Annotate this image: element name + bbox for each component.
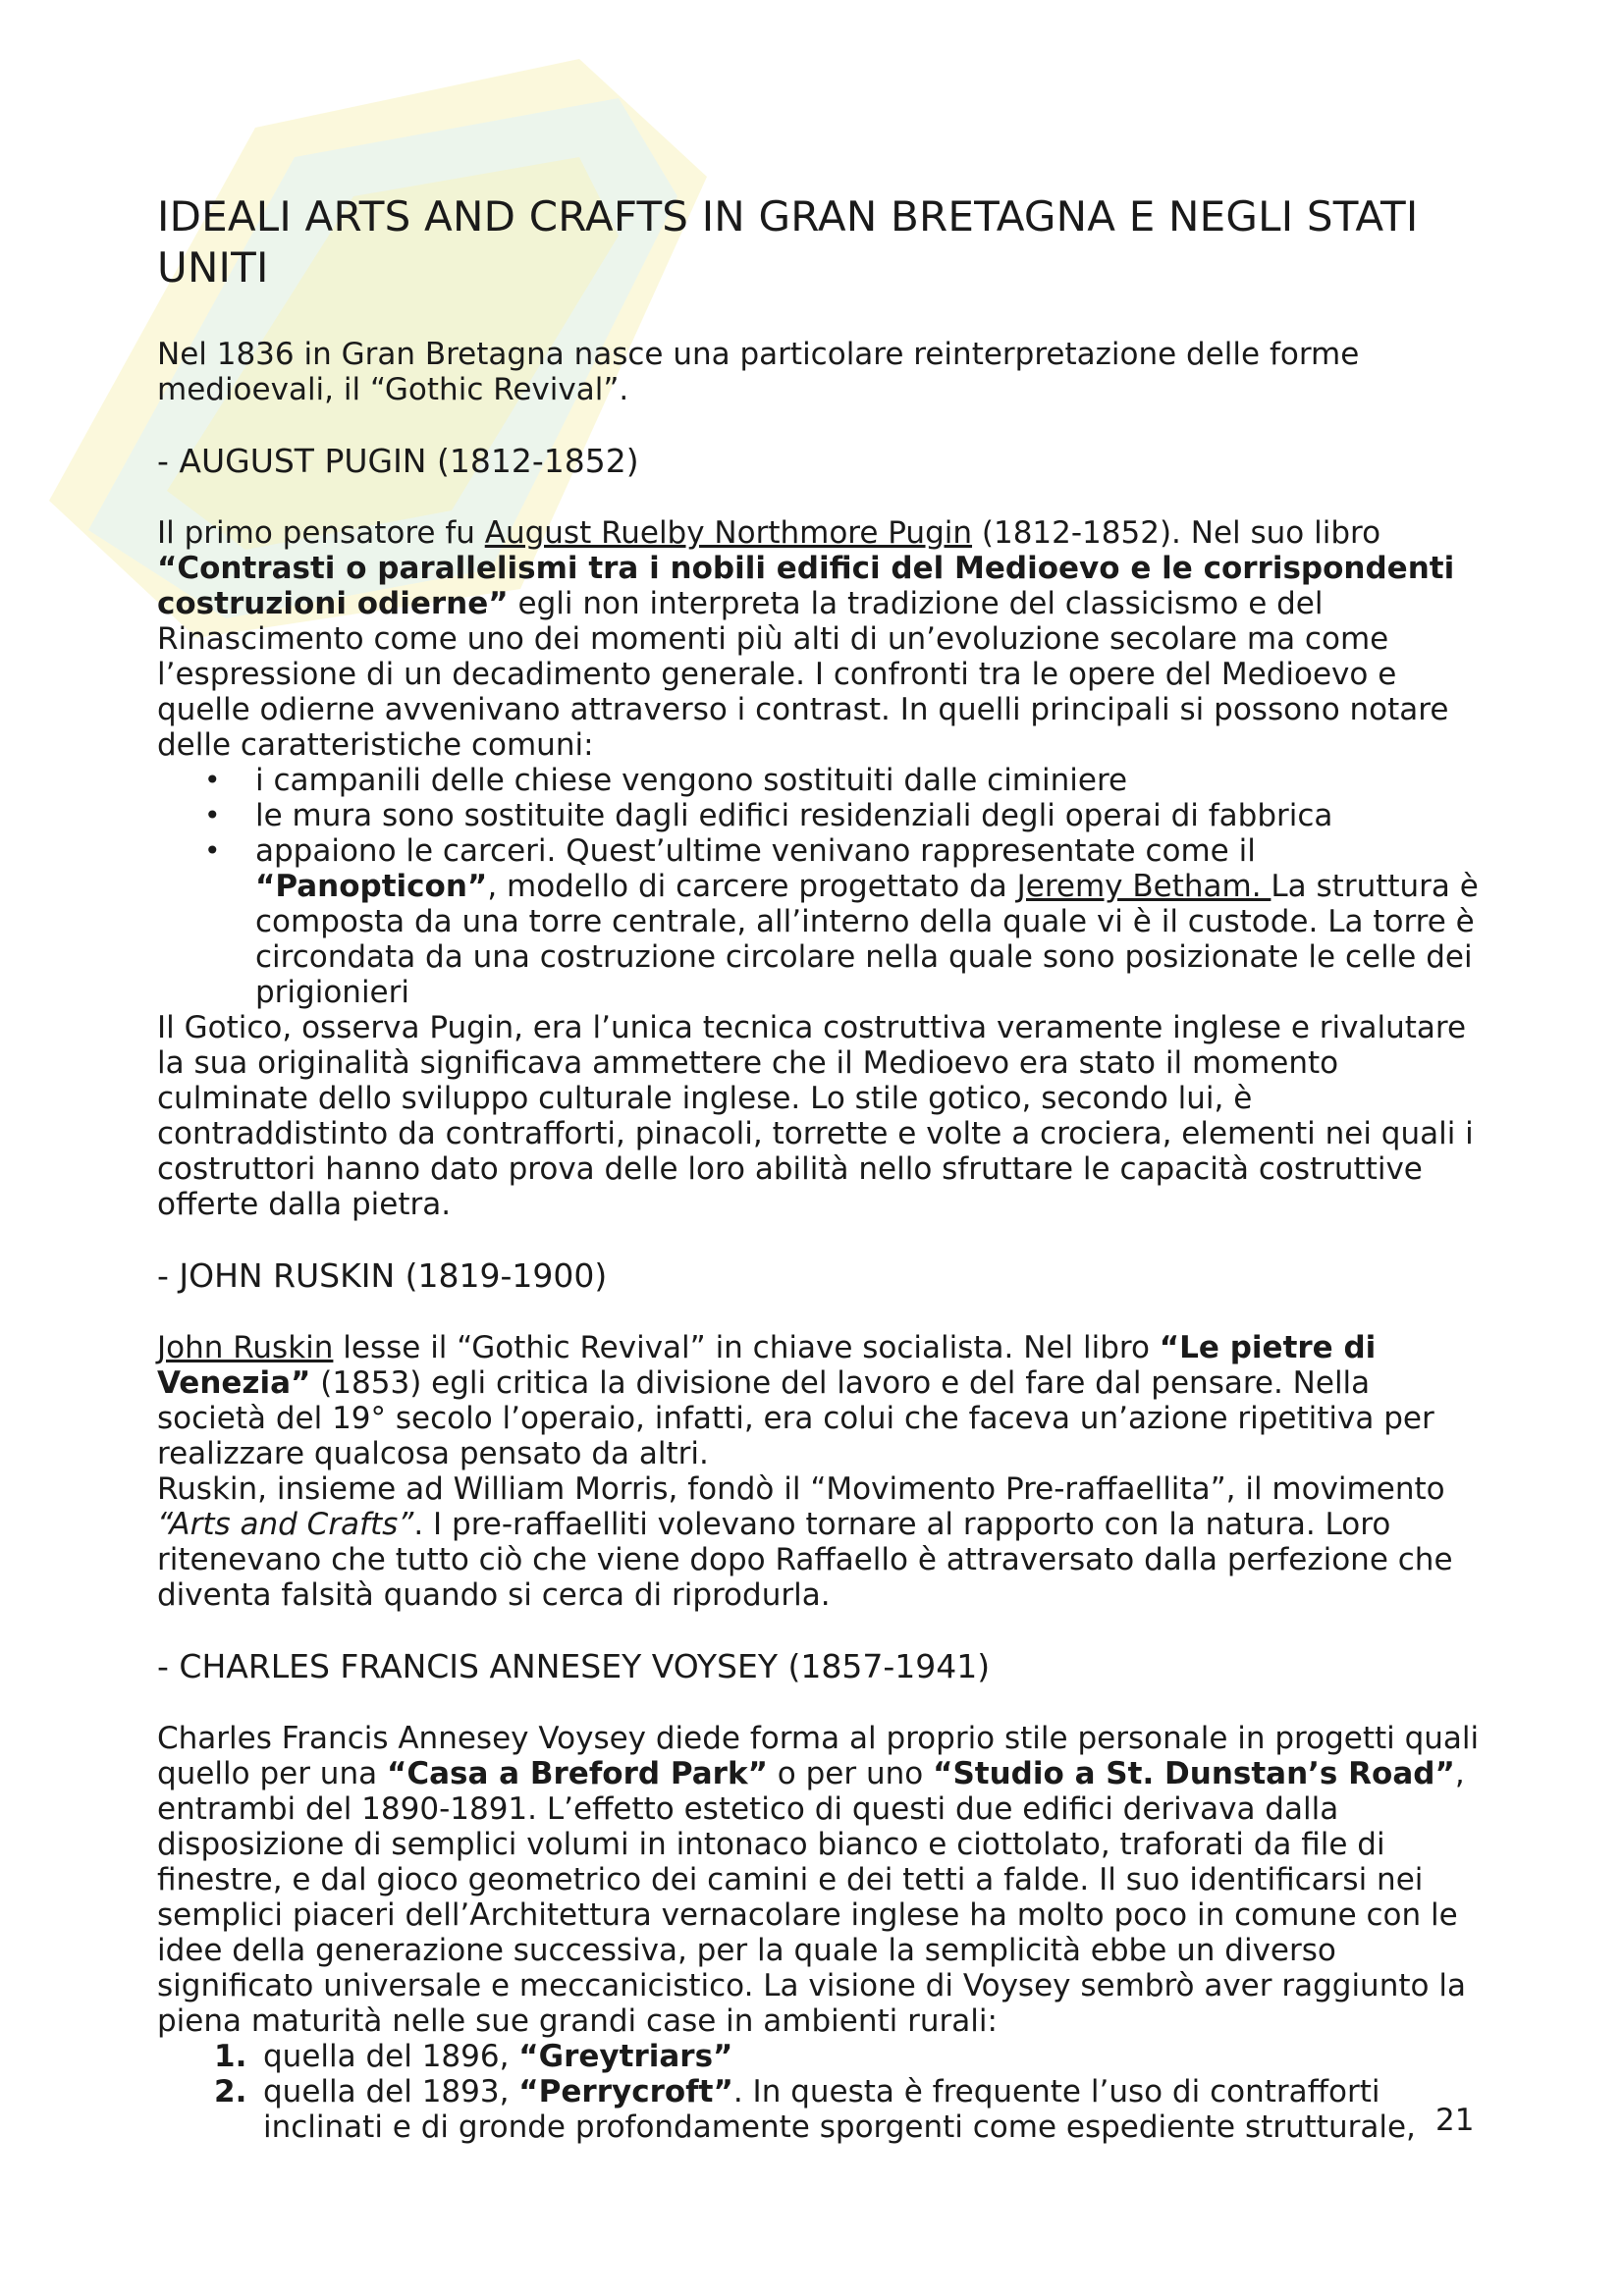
book-title-contrasti: “Contrasti o parallelismi tra i nobili edifici del Medioevo e le corrispondenti costruzioni odierne” <box>157 551 1455 621</box>
pugin-paragraph-1: Il primo pensatore fu August Ruelby Northmore Pugin (1812-1852). Nel suo libro “Contrasti o parallelismi tra i nobili edifici del Medioevo e le corrispondenti costruzioni odierne” egli non interpreta la tradizione del classicismo e del Rinascimento come uno dei momenti più alti di un’evoluzione secolare ma come l’espressione di un decadimento generale. I confronti tra le opere del Medioevo e quelle odierne avvenivano attraverso i contrast. In quelli principali si possono notare delle caratteristiche comuni: <box>157 515 1455 763</box>
section-heading-voysey: - CHARLES FRANCIS ANNESEY VOYSEY (1857-1941) <box>157 1647 991 1685</box>
section-heading-pugin: - AUGUST PUGIN (1812-1852) <box>157 442 639 480</box>
pugin-paragraph-2: Il Gotico, osserva Pugin, era l’unica tecnica costruttiva veramente inglese e rivalutare la sua originalità significava ammettere che il Medioevo era stato il momento culminate dello sviluppo culturale inglese. Lo stile gotico, secondo lui, è contraddistinto da contrafforti, pinacoli, torrette e volte a crociera, elementi nei quali i costruttori hanno dato prova delle loro abilità nello sfruttare le capacità costruttive offerte dalla pietra. <box>157 1010 1474 1222</box>
pugin-bullet-list <box>157 763 1483 1010</box>
list-item: • le mura sono sostituite dagli edifici residenziali degli operai di fabbrica <box>157 798 1483 833</box>
document-page <box>157 191 1483 2145</box>
panopticon-term: “Panopticon” <box>255 869 488 904</box>
ruskin-paragraph-2: Ruskin, insieme ad William Morris, fondò il “Movimento Pre-raffaellita”, il movimento “Arts and Crafts”. I pre-raffaelliti volevano tornare al rapporto con la natura. Loro ritenevano che tutto ciò che viene dopo Raffaello è attraversato dalla perfezione che diventa falsità quando si cerca di riprodurla. <box>157 1471 1453 1613</box>
link-pugin: August Ruelby Northmore Pugin <box>484 515 973 551</box>
voysey-numbered-list <box>157 2039 1483 2145</box>
link-ruskin: John Ruskin <box>157 1330 334 1365</box>
page-number: 21 <box>1435 2103 1475 2138</box>
link-betham: Jeremy Betham. <box>1016 869 1271 904</box>
list-item: 1. quella del 1896, “Greytriars” <box>214 2039 733 2074</box>
book-title-pietre: “Le pietre di Venezia” <box>157 1330 1377 1401</box>
list-item: • appaiono le carceri. Quest’ultime venivano rappresentate come il “Panopticon”, modello di carcere progettato da Jeremy Betham. La struttura è composta da una torre centrale, all’interno della quale vi è il custode. La torre è circondata da una costruzione circolare nella quale sono posizionate le celle dei prigionieri <box>157 833 1483 1010</box>
intro-paragraph: Nel 1836 in Gran Bretagna nasce una particolare reinterpretazione delle forme medioevali, il “Gothic Revival”. <box>157 337 1360 407</box>
voysey-paragraph-1: Charles Francis Annesey Voysey diede forma al proprio stile personale in progetti quali quello per una “Casa a Breford Park” o per uno “Studio a St. Dunstan’s Road”, entrambi del 1890-1891. L’effetto estetico di questi due edifici derivava dalla disposizione di semplici volumi in intonaco bianco e ciottolato, traforati da file di finestre, e dal gioco geometrico dei camini e dei tetti a falde. Il suo identificarsi nei semplici piaceri dell’Architettura vernacolare inglese ha molto poco in comune con le idee della generazione successiva, per la quale la semplicità ebbe un diverso significato universale e meccanicistico. La visione di Voysey sembrò aver raggiunto la piena maturità nelle sue grandi case in ambienti rurali: <box>157 1721 1480 2039</box>
section-heading-ruskin: - JOHN RUSKIN (1819-1900) <box>157 1256 608 1295</box>
page-title: IDEALI ARTS AND CRAFTS IN GRAN BRETAGNA E NEGLI STATI UNITI <box>157 192 1419 292</box>
list-item: • i campanili delle chiese vengono sostituiti dalle ciminiere <box>157 763 1483 798</box>
list-item: 2. quella del 1893, “Perrycroft”. In questa è frequente l’uso di contrafforti inclinati e di gronde profondamente sporgenti come espediente strutturale, <box>214 2074 1416 2145</box>
ruskin-paragraph-1: John Ruskin lesse il “Gothic Revival” in chiave socialista. Nel libro “Le pietre di Venezia” (1853) egli critica la divisione del lavoro e del fare dal pensare. Nella società del 19° secolo l’operaio, infatti, era colui che faceva un’azione ripetitiva per realizzare qualcosa pensato da altri. <box>157 1330 1434 1471</box>
